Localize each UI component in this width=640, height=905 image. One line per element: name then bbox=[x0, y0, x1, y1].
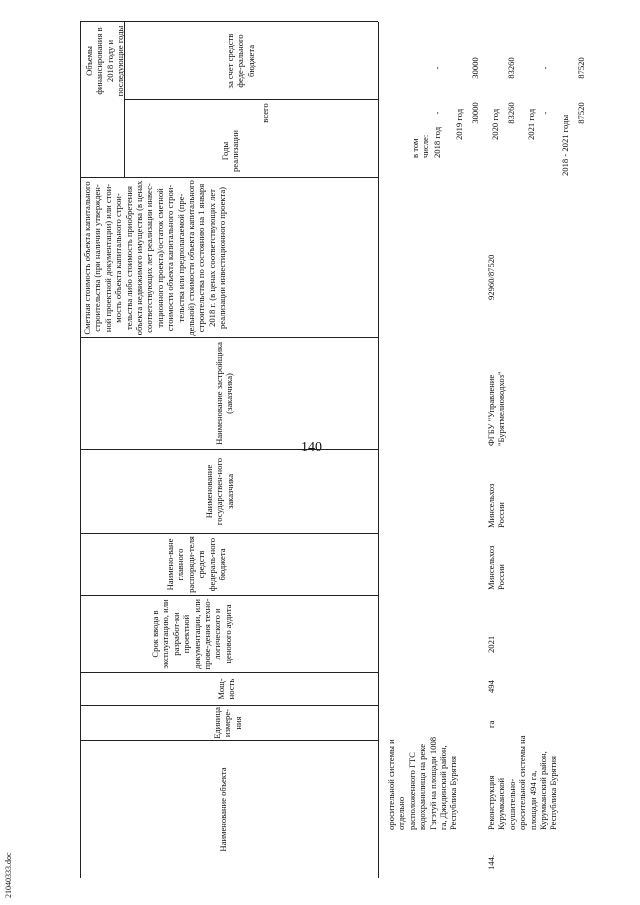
row-federal-2020: 83260 bbox=[506, 57, 516, 79]
col-sep-9 bbox=[124, 99, 378, 100]
row-period: 2018 - 2021 годы bbox=[560, 114, 570, 176]
header-years: Годы реализации bbox=[220, 130, 241, 172]
row-state-customer: Минсельхоз России bbox=[486, 483, 507, 528]
row-period-federal: 87520 bbox=[576, 57, 586, 79]
row-total-2018: - bbox=[432, 111, 442, 115]
row-year-2021: 2021 год bbox=[526, 108, 536, 140]
header-deadline: Срок ввода в эксплуатацию, или разработ-ки проектной документации, или прове-дения техно-логического и ценового аудита bbox=[150, 598, 233, 670]
row-year-2020: 2020 год bbox=[490, 108, 500, 140]
header-federal: за счет средств феде-рального бюджета bbox=[225, 33, 256, 89]
rotated-table-sheet bbox=[40, 22, 600, 878]
row-federal-2021: - bbox=[540, 66, 550, 70]
col-sep-6 bbox=[80, 449, 378, 450]
prev-row-name: оросительной системы и отдельно расположенного ГТС водохранилища на реке Гэгэтуй на площади 1008 га, Джидинский район, Республика Бурятия bbox=[386, 736, 459, 830]
header-financing: Объемы финансирования в 2018 году и последующие годы bbox=[84, 25, 126, 97]
col-sep-4 bbox=[80, 595, 378, 596]
col-sep-7 bbox=[80, 337, 378, 338]
header-total: всего bbox=[260, 103, 270, 123]
row-federal-2019: 30000 bbox=[470, 57, 480, 79]
header-state-customer: Наименование государствен-ного заказчика bbox=[204, 457, 235, 526]
col-sep-5 bbox=[80, 533, 378, 534]
row-unit: га bbox=[486, 720, 496, 728]
header-main-manager: Наимено-ване главного распоряди-теля средств федераль-ного бюджета bbox=[165, 536, 228, 593]
table-top-border bbox=[80, 22, 81, 878]
row-period-total: 87520 bbox=[576, 102, 586, 124]
row-number: 144. bbox=[486, 854, 496, 870]
row-name: Реконструкция Курумканской осушительно-оросительной системы на площади 494 га, Курумканский район, Республика Бурятия bbox=[486, 735, 559, 830]
row-federal-2018: - bbox=[432, 66, 442, 70]
col-sep-1 bbox=[80, 740, 378, 741]
row-year-2019: 2019 год bbox=[454, 108, 464, 140]
row-year-2018: 2018 год bbox=[432, 126, 442, 158]
footer-filename: 21040333.doc bbox=[4, 852, 13, 898]
header-capacity: Мощ-ность bbox=[216, 678, 237, 700]
header-unit: Единица измере-ния bbox=[212, 707, 243, 739]
header-bottom-border bbox=[378, 22, 379, 878]
row-total-2019: 30000 bbox=[470, 102, 480, 124]
page-number: 140 bbox=[301, 440, 322, 455]
row-main-manager: Минсельхоз России bbox=[486, 545, 507, 590]
row-developer: ФГБУ "Управление "Бурятмелиоводхоз" bbox=[486, 371, 507, 446]
row-capacity: 494 bbox=[486, 680, 496, 693]
header-developer: Наименование застройщика (заказчика) bbox=[214, 342, 235, 445]
col-sep-8 bbox=[80, 177, 378, 178]
row-estimated-cost: 92960/87520 bbox=[486, 254, 496, 300]
header-estimated-cost: Сметная стоимость объекта капитального строительства (при наличии утвержден-ной проектной документации) или стои-мость объекта капитального строи-тельства либо стоимость приобретения объекта недвижимого имущества (в ценах соответствующих лет реализации инвес-тиционного проекта)/остаток сметной стоимости объекта капитального строи-тельства или предполагаемой (пре-дельной) стоимости объекта капитального строительства по состоянию на 1 января 2018 г. (в ценах соответствующих лет реализации инвестиционного проекта) bbox=[82, 180, 228, 336]
row-deadline: 2021 bbox=[486, 635, 496, 653]
header-name: Наименование объекта bbox=[218, 767, 228, 852]
table-right-border bbox=[80, 21, 378, 22]
row-total-2021: - bbox=[540, 111, 550, 115]
row-years-label: в том числе: bbox=[410, 134, 431, 158]
row-total-2020: 83260 bbox=[506, 102, 516, 124]
document-footer bbox=[4, 818, 18, 898]
